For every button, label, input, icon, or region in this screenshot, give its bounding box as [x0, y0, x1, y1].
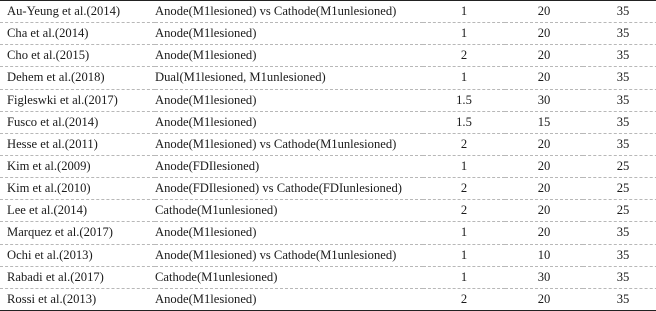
table-row	[0, 133, 656, 155]
electrode-size-cell: 35	[583, 133, 656, 155]
table-body	[0, 1, 656, 311]
electrode-size-cell: 25	[583, 200, 656, 222]
table-row	[0, 111, 656, 133]
montage-cell: Anode(M1lesioned)	[155, 45, 423, 67]
electrode-size-cell: 35	[583, 222, 656, 244]
table-row	[0, 288, 656, 310]
electrode-size-cell: 35	[583, 45, 656, 67]
intensity-cell: 1.5	[423, 111, 505, 133]
study-cell: Lee et al.(2014)	[0, 200, 155, 222]
intensity-cell: 2	[423, 288, 505, 310]
electrode-size-cell: 35	[583, 23, 656, 45]
study-cell: Fusco et al.(2014)	[0, 111, 155, 133]
table-row	[0, 222, 656, 244]
montage-cell: Anode(M1lesioned)	[155, 23, 423, 45]
electrode-size-cell: 35	[583, 111, 656, 133]
electrode-size-cell: 35	[583, 1, 656, 23]
duration-cell: 20	[505, 200, 583, 222]
montage-cell: Anode(M1lesioned)	[155, 111, 423, 133]
duration-cell: 20	[505, 23, 583, 45]
table-row	[0, 178, 656, 200]
electrode-size-cell: 25	[583, 155, 656, 177]
study-cell: Dehem et al.(2018)	[0, 67, 155, 89]
montage-cell: Anode(M1lesioned) vs Cathode(M1unlesioned)	[155, 244, 423, 266]
study-cell: Marquez et al.(2017)	[0, 222, 155, 244]
table-row	[0, 23, 656, 45]
duration-cell: 20	[505, 222, 583, 244]
montage-cell: Anode(FDIlesioned) vs Cathode(FDIunlesioned)	[155, 178, 423, 200]
duration-cell: 30	[505, 266, 583, 288]
table-row	[0, 89, 656, 111]
montage-cell: Anode(M1lesioned)	[155, 89, 423, 111]
table-row	[0, 45, 656, 67]
study-cell: Rabadi et al.(2017)	[0, 266, 155, 288]
intensity-cell: 1	[423, 23, 505, 45]
montage-cell: Anode(FDIlesioned)	[155, 155, 423, 177]
electrode-size-cell: 35	[583, 288, 656, 310]
montage-cell: Anode(M1lesioned)	[155, 222, 423, 244]
intensity-cell: 1	[423, 222, 505, 244]
study-cell: Kim et al.(2009)	[0, 155, 155, 177]
study-cell: Hesse et al.(2011)	[0, 133, 155, 155]
study-cell: Rossi et al.(2013)	[0, 288, 155, 310]
table-row	[0, 244, 656, 266]
electrode-size-cell: 35	[583, 266, 656, 288]
study-cell: Ochi et al.(2013)	[0, 244, 155, 266]
study-cell: Kim et al.(2010)	[0, 178, 155, 200]
electrode-size-cell: 35	[583, 89, 656, 111]
table-row	[0, 155, 656, 177]
intensity-cell: 1	[423, 244, 505, 266]
intensity-cell: 2	[423, 200, 505, 222]
duration-cell: 10	[505, 244, 583, 266]
duration-cell: 20	[505, 178, 583, 200]
duration-cell: 20	[505, 155, 583, 177]
study-cell: Figleswki et al.(2017)	[0, 89, 155, 111]
duration-cell: 20	[505, 288, 583, 310]
study-cell: Cha et al.(2014)	[0, 23, 155, 45]
duration-cell: 20	[505, 45, 583, 67]
intensity-cell: 2	[423, 133, 505, 155]
duration-cell: 20	[505, 1, 583, 23]
duration-cell: 20	[505, 133, 583, 155]
intensity-cell: 1	[423, 266, 505, 288]
intensity-cell: 2	[423, 178, 505, 200]
intensity-cell: 2	[423, 45, 505, 67]
montage-cell: Anode(M1lesioned) vs Cathode(M1unlesioned)	[155, 133, 423, 155]
electrode-size-cell: 25	[583, 178, 656, 200]
montage-cell: Cathode(M1unlesioned)	[155, 200, 423, 222]
duration-cell: 30	[505, 89, 583, 111]
table-row	[0, 67, 656, 89]
study-cell: Cho et al.(2015)	[0, 45, 155, 67]
table-row	[0, 200, 656, 222]
duration-cell: 15	[505, 111, 583, 133]
montage-cell: Anode(M1lesioned)	[155, 288, 423, 310]
study-cell: Au-Yeung et al.(2014)	[0, 1, 155, 23]
montage-cell: Dual(M1lesioned, M1unlesioned)	[155, 67, 423, 89]
duration-cell: 20	[505, 67, 583, 89]
table-row	[0, 266, 656, 288]
intensity-cell: 1	[423, 155, 505, 177]
montage-cell: Cathode(M1unlesioned)	[155, 266, 423, 288]
electrode-size-cell: 35	[583, 244, 656, 266]
electrode-size-cell: 35	[583, 67, 656, 89]
table-row	[0, 1, 656, 23]
intensity-cell: 1.5	[423, 89, 505, 111]
intensity-cell: 1	[423, 1, 505, 23]
intensity-cell: 1	[423, 67, 505, 89]
montage-cell: Anode(M1lesioned) vs Cathode(M1unlesioned)	[155, 1, 423, 23]
